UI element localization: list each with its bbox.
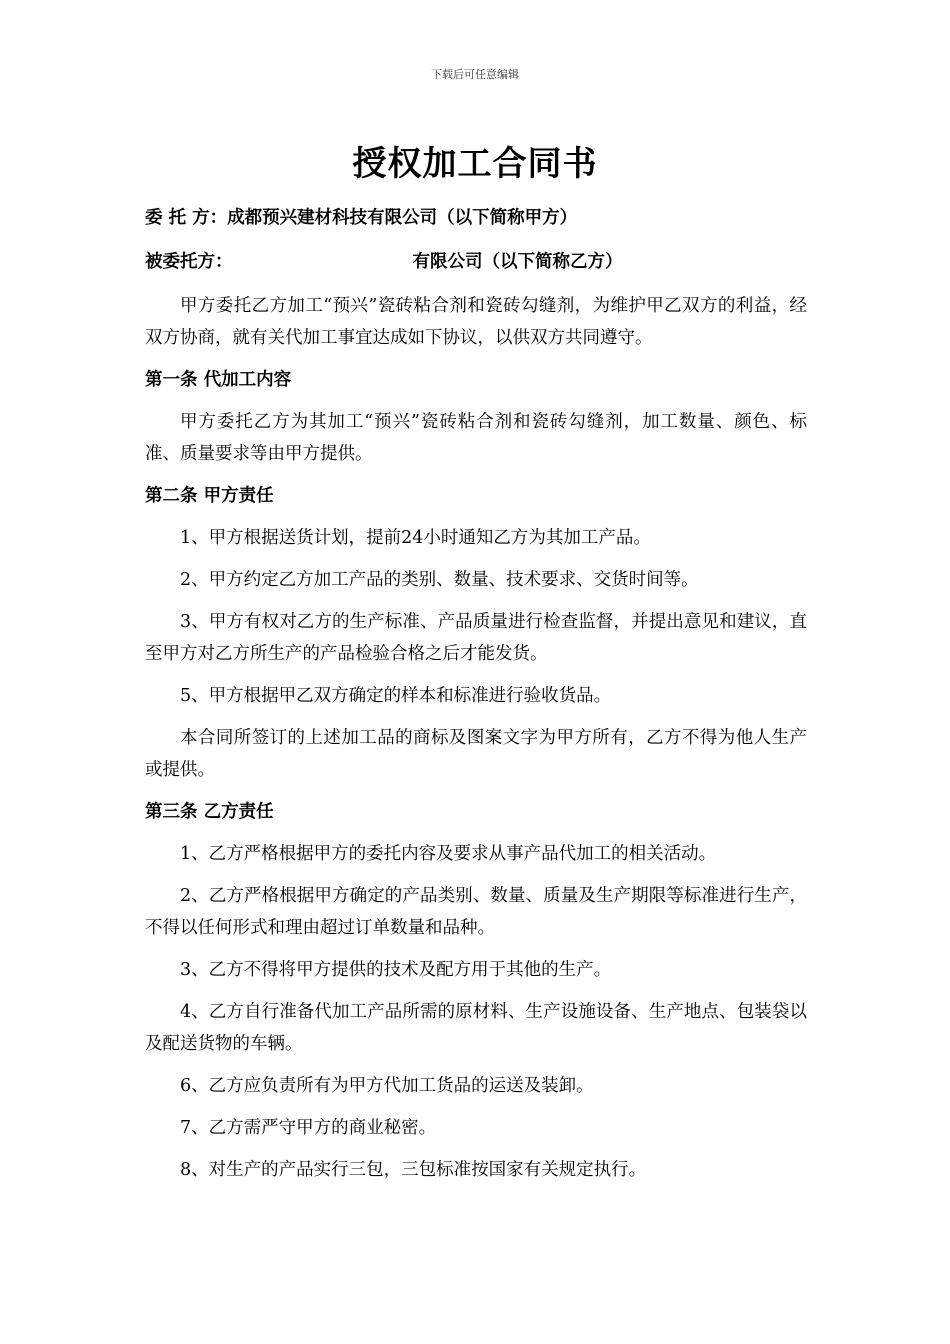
article-3-heading: 第三条 乙方责任 xyxy=(145,802,274,822)
article-1-paragraph: 甲方委托乙方为其加工“预兴”瓷砖粘合剂和瓷砖勾缝剂，加工数量、颜色、标准、质量要求等由甲方提供。 xyxy=(145,412,807,464)
article-3-item: 6、乙方应负责所有为甲方代加工货品的运送及装卸。 xyxy=(180,1076,594,1096)
article-2-item: 5、甲方根据甲乙双方确定的样本和标准进行验收货品。 xyxy=(180,686,612,706)
article-3-item: 2、乙方严格根据甲方确定的产品类别、数量、质量及生产期限等标准进行生产，不得以任何形式和理由超过订单数量和品种。 xyxy=(145,886,807,938)
article-3-item: 8、对生产的产品实行三包，三包标准按国家有关规定执行。 xyxy=(180,1160,647,1180)
contractor-party-line xyxy=(145,246,807,278)
article-2-item: 3、甲方有权对乙方的生产标准、产品质量进行检查监督，并提出意见和建议，直至甲方对乙方所生产的产品检验合格之后才能发货。 xyxy=(145,612,807,664)
article-3-item: 1、乙方严格根据甲方的委托内容及要求从事产品代加工的相关活动。 xyxy=(180,844,717,864)
client-label: 委 托 方： xyxy=(145,208,228,228)
article-3-item: 3、乙方不得将甲方提供的技术及配方用于其他的生产。 xyxy=(180,960,612,980)
article-2-item: 本合同所签订的上述加工品的商标及图案文字为甲方所有，乙方不得为他人生产或提供。 xyxy=(145,728,807,780)
page-header: 下载后可任意编辑 xyxy=(431,68,519,81)
document-body xyxy=(145,202,807,1196)
intro-paragraph: 甲方委托乙方加工“预兴”瓷砖粘合剂和瓷砖勾缝剂，为维护甲乙双方的利益，经双方协商，就有关代加工事宜达成如下协议，以供双方共同遵守。 xyxy=(145,296,807,348)
article-3-item: 7、乙方需严守甲方的商业秘密。 xyxy=(180,1118,437,1138)
contractor-name-blank xyxy=(233,246,413,278)
client-value: 成都预兴建材科技有限公司（以下简称甲方） xyxy=(227,208,578,228)
contractor-label: 被委托方： xyxy=(145,252,233,272)
document-title: 授权加工合同书 xyxy=(352,144,598,184)
article-2-item: 1、甲方根据送货计划，提前24小时通知乙方为其加工产品。 xyxy=(180,528,651,548)
article-2-heading: 第二条 甲方责任 xyxy=(145,486,274,506)
article-2-item: 2、甲方约定乙方加工产品的类别、数量、技术要求、交货时间等。 xyxy=(180,570,699,590)
article-3-item: 4、乙方自行准备代加工产品所需的原材料、生产设施设备、生产地点、包装袋以及配送货物的车辆。 xyxy=(145,1002,807,1054)
client-party-line xyxy=(145,202,807,234)
contractor-value: 有限公司（以下简称乙方） xyxy=(412,252,623,272)
article-1-heading: 第一条 代加工内容 xyxy=(145,370,292,390)
